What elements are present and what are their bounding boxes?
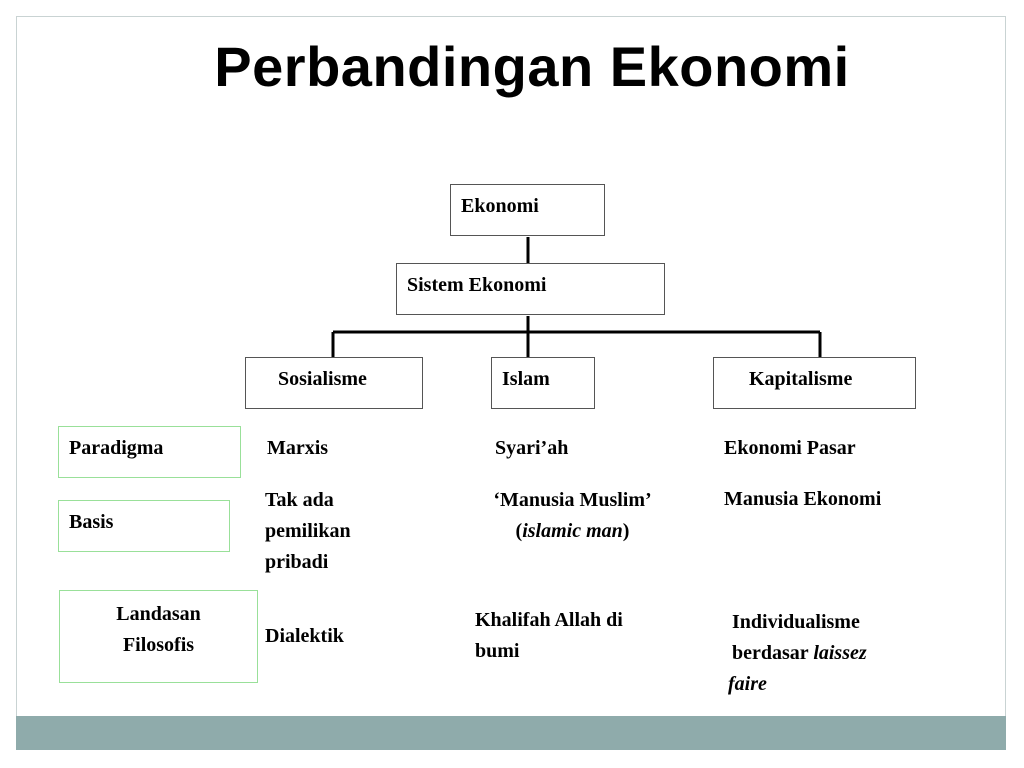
- landasan-sosialisme: Dialektik: [265, 625, 344, 647]
- landasan-kapitalisme: [728, 607, 867, 700]
- landasan-islam: [475, 605, 623, 667]
- row-label-landasan-filosofis: [59, 590, 258, 683]
- basis-islam-paren-open: (: [515, 520, 523, 542]
- row-label-paradigma-text: Paradigma: [69, 437, 164, 459]
- landasan-kapitalisme-line2: [732, 638, 867, 669]
- paradigma-sosialisme: Marxis: [267, 437, 329, 459]
- landasan-islam-line1: Khalifah Allah di: [475, 609, 623, 631]
- node-islam-label: Islam: [502, 368, 550, 390]
- node-islam: [491, 357, 595, 409]
- basis-kapitalisme: Manusia Ekonomi: [724, 488, 882, 510]
- landasan-kapitalisme-line3: faire: [728, 673, 767, 695]
- paradigma-islam: Syari’ah: [495, 437, 569, 459]
- row-label-landasan-line2: Filosofis: [122, 634, 195, 656]
- basis-islam-italic: islamic man: [522, 520, 623, 542]
- landasan-kapitalisme-line1: Individualisme: [732, 611, 860, 633]
- paradigma-kapitalisme: Ekonomi Pasar: [724, 437, 856, 459]
- basis-sosialisme: [265, 485, 351, 578]
- slide-title: Perbandingan Ekonomi: [214, 35, 850, 98]
- basis-sosialisme-line2: pemilikan: [265, 520, 351, 542]
- basis-islam-line2: [455, 516, 690, 547]
- landasan-kapitalisme-plain: berdasar: [732, 642, 814, 664]
- row-label-paradigma: [58, 426, 241, 478]
- row-label-basis: [58, 500, 230, 552]
- basis-islam-paren-close: ): [622, 520, 630, 542]
- node-sistem-ekonomi: [396, 263, 665, 315]
- row-label-basis-text: Basis: [69, 511, 114, 533]
- basis-sosialisme-line3: pribadi: [265, 551, 329, 573]
- basis-islam: [455, 485, 690, 547]
- node-ekonomi: [450, 184, 605, 236]
- node-sosialisme: [245, 357, 423, 409]
- landasan-kapitalisme-italic1: laissez: [813, 642, 867, 664]
- node-kapitalisme: [713, 357, 916, 409]
- node-ekonomi-label: Ekonomi: [461, 195, 539, 217]
- node-sosialisme-label: Sosialisme: [278, 368, 367, 390]
- node-kapitalisme-label: Kapitalisme: [749, 368, 853, 390]
- landasan-islam-line2: bumi: [475, 640, 520, 662]
- node-sistem-ekonomi-label: Sistem Ekonomi: [407, 274, 547, 296]
- row-label-landasan-line1: Landasan: [116, 603, 201, 625]
- basis-sosialisme-line1: Tak ada: [265, 489, 334, 511]
- basis-islam-line1: ‘Manusia Muslim’: [493, 489, 652, 511]
